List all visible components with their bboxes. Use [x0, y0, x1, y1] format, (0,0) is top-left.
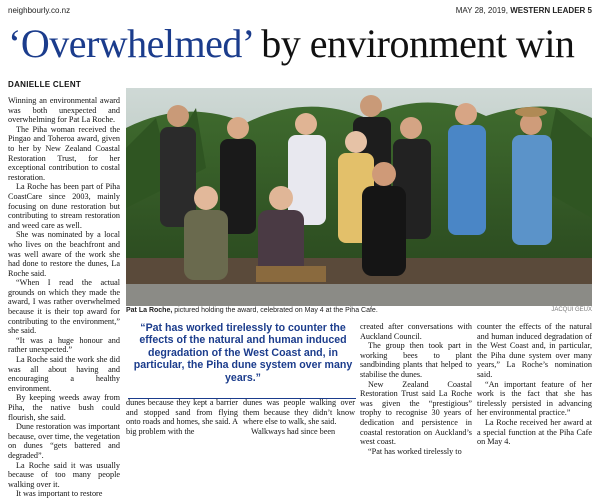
paragraph: “It was a huge honour and rather unexpected.”	[8, 335, 120, 355]
paragraph: counter the effects of the natural and human induced degradation of the West Coast and, in particular, the Piha dune system over many years,” La Roche’s nomination said.	[477, 322, 592, 379]
paragraph: It was important to restore	[16, 489, 103, 499]
paragraph: La Roche has been part of Piha CoastCare since 2003, mainly focusing on dune restoration but contributing to stream restoration and weed care as well.	[8, 182, 120, 230]
issue-info	[456, 6, 592, 15]
site-url: neighbourly.co.nz	[8, 6, 71, 15]
caption-text: pictured holding the award, celebrated on May 4 at the Piha Cafe.	[172, 307, 378, 314]
byline: DANIELLE CLENT	[8, 80, 82, 89]
paragraph: Winning an environmental award was both unexpected and overwhelming for Pat La Roche.	[8, 96, 120, 125]
photo-caption	[126, 307, 592, 314]
article-column-5	[477, 322, 592, 447]
headline-part-1: ‘Overwhelmed’	[8, 21, 252, 66]
paragraph: New Zealand Coastal Restoration Trust said La Roche was given the “prestigious” trophy to recognise 30 years of dedication and persistence in coastal restoration on Auckland’s west coast.	[360, 379, 472, 447]
paragraph: La Roche said the work she did was all about having and encouraging a healthy environment.	[8, 355, 120, 393]
caption-bold: Pat La Roche,	[126, 307, 173, 314]
article-column-1	[8, 96, 120, 499]
paragraph: dunes because they kept a barrier and stopped sand from flying onto roads and homes, she said. A big problem with the	[126, 398, 238, 436]
paragraph: La Roche received her award at a special function at the Piha Cafe on May 4.	[477, 417, 592, 447]
paragraph: The Piha woman received the Pingao and Toheroa award, given to her by New Zealand Coastal Restoration Trust, for her exceptional contribution to costal restoration.	[8, 124, 120, 182]
paragraph: created after conversations with Auckland Council.	[360, 322, 472, 341]
paragraph: By keeping weeds away from Piha, the native bush could flourish, she said.	[8, 393, 120, 422]
group-photo-image	[126, 88, 592, 306]
page-header	[8, 6, 592, 18]
headline-part-2: by environment win	[251, 21, 575, 66]
pull-quote: “Pat has worked tirelessly to counter the effects of the natural and human induced degradation of the West Coast and, in particular, the Piha dune system over many years.”	[133, 322, 353, 384]
photo-credit: JACQUI GEUX	[551, 307, 592, 313]
page-number: 5	[587, 6, 592, 15]
group-photo	[126, 88, 592, 306]
paragraph: “Pat has worked tirelessly to	[368, 446, 462, 456]
paragraph: The group then took part in working bees to plant sandbinding plants that helped to stabilise the dunes.	[360, 341, 472, 379]
paragraph: dunes was people walking over them because they didn’t know where else to walk, she said.	[243, 398, 355, 427]
paper-name: WESTERN LEADER	[510, 6, 586, 15]
paragraph: “When I read the actual grounds on which they made the award, I was rather overwhelmed because it is their top award for contributing to the environment,” she said.	[8, 278, 120, 336]
issue-date: MAY 28, 2019,	[455, 6, 508, 15]
paragraph: Dune restoration was important because, over time, the vegetation on dunes “gets battered and degraded”.	[8, 422, 120, 460]
paragraph: Walkways had since been	[251, 426, 336, 436]
headline	[8, 22, 592, 66]
article-column-4	[360, 322, 472, 456]
article-column-3	[243, 398, 355, 441]
paragraph: La Roche said it was usually because of too many people walking over it.	[8, 460, 120, 489]
paragraph: She was nominated by a local who lives on the beachfront and was well aware of the work she had done to restore the dunes, La Roche said.	[8, 230, 120, 278]
article-column-2	[126, 398, 238, 441]
paragraph: “An important feature of her work is the fact that she has tirelessly persisted in advancing her environmental practice.”	[477, 379, 592, 418]
